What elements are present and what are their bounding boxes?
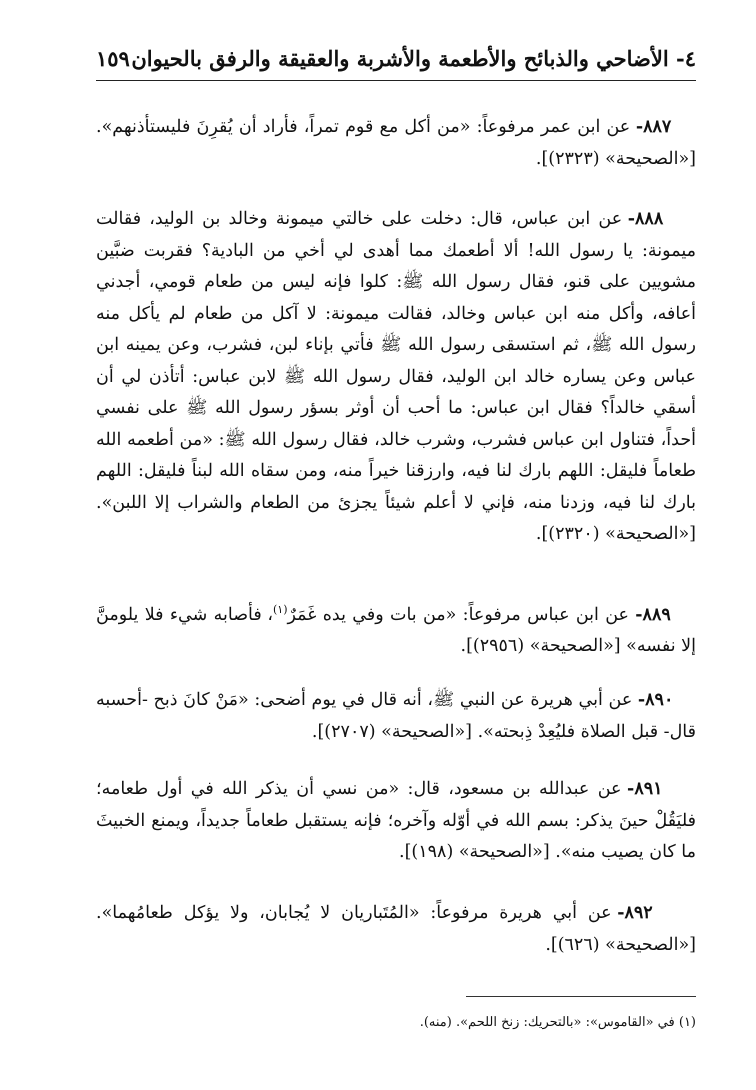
header-divider xyxy=(96,80,696,81)
hadith-889 xyxy=(96,594,696,663)
hadith-text: عن عبدالله بن مسعود، قال: «من نسي أن يذكر الله في أول طعامه؛ فليَقُلْ حينَ يذكر: بسم الله في أوّله وآخره؛ فإنه يستقبل طعاماً جديداً، ويمنع الخبيثَ ما كان يصيب منه». [«الصحيحة» (١٩٨)]. xyxy=(96,779,696,862)
page-number: ١٥٩ xyxy=(96,45,130,71)
footnote-divider xyxy=(466,996,696,997)
hadith-number: ٨٨٩- xyxy=(635,604,671,625)
hadith-number: ٨٩٠- xyxy=(637,690,674,710)
hadith-text: عن أبي هريرة عن النبي ﷺ، أنه قال في يوم أضحى: «مَنْ كانَ ذبح -أحسبه قال- قبل الصلاة فليُعِدْ ذِبحته». [«الصحيحة» (٢٧٠٧)]. xyxy=(96,690,696,742)
hadith-number: ٨٩١- xyxy=(627,779,663,799)
hadith-number: ٨٨٧- xyxy=(635,117,672,137)
hadith-892 xyxy=(96,898,696,961)
hadith-891 xyxy=(96,774,696,869)
hadith-text: عن ابن عباس، قال: دخلت على خالتي ميمونة وخالد بن الوليد، فقالت ميمونة: يا رسول الله! ألا أطعمك مما أهدى لي أخي من البادية؟ فقربت ضبَّين مشويين على قنو، فقال رسول الله ﷺ: كلوا فإنه ليس من طعام قومي، أجدني أعافه، وأكل منه ابن عباس وخالد، فقالت ميمونة: لا آكل من طعام لم يأكل منه رسول الله ﷺ، ثم استسقى رسول الله ﷺ فأتي بإناء لبن، فشرب، وعن يمينه ابن عباس وعن يساره خالد ابن الوليد، فقال رسول الله ﷺ لابن عباس: أتأذن لي أن أسقي خالداً؟ فقال ابن عباس: ما أحب أن أوثر بسؤر رسول الله ﷺ على نفسي أحداً، فتناول ابن عباس فشرب، وشرب خالد، فقال رسول الله ﷺ: «من أطعمه الله طعاماً فليقل: اللهم بارك لنا فيه، وارزقنا خيراً منه، ومن سقاه الله لبناً فليقل: اللهم بارك لنا فيه، وزدنا منه، فإني لا أعلم شيئاً يجزئ من الطعام والشراب إلا اللبن». [«الصحيحة» (٢٣٢٠)]. xyxy=(96,209,696,544)
hadith-text-start: عن ابن عباس مرفوعاً: «من بات وفي يده غَمَرٌ xyxy=(287,604,636,625)
hadith-887 xyxy=(96,112,696,175)
hadith-890 xyxy=(96,685,696,748)
hadith-text: عن ابن عمر مرفوعاً: «من أكل مع قوم تمراً، فأراد أن يُقرِنَ فليستأذنهم». [«الصحيحة» (٢٣٢٣)]. xyxy=(96,117,696,169)
hadith-text-end: ، فأصابه شيء فلا يلومنَّ إلا نفسه» [«الصحيحة» (٢٩٥٦)]. xyxy=(96,604,696,657)
footnote: (١) في «القاموس»: «بالتحريك: زنخ اللحم». (منه). xyxy=(419,1015,696,1030)
footnote-reference: (١) xyxy=(272,603,288,616)
page-header xyxy=(96,38,696,78)
hadith-number: ٨٨٨- xyxy=(627,209,664,229)
hadith-888 xyxy=(96,204,696,551)
hadith-text: عن أبي هريرة مرفوعاً: «المُتَباريان لا يُجابان، ولا يؤكل طعامُهما». [«الصحيحة» (٦٢٦)]. xyxy=(96,903,696,955)
hadith-number: ٨٩٢- xyxy=(617,903,653,923)
chapter-title: ٤- الأضاحي والذبائح والأطعمة والأشربة والعقيقة والرفق بالحيوان xyxy=(131,45,696,71)
